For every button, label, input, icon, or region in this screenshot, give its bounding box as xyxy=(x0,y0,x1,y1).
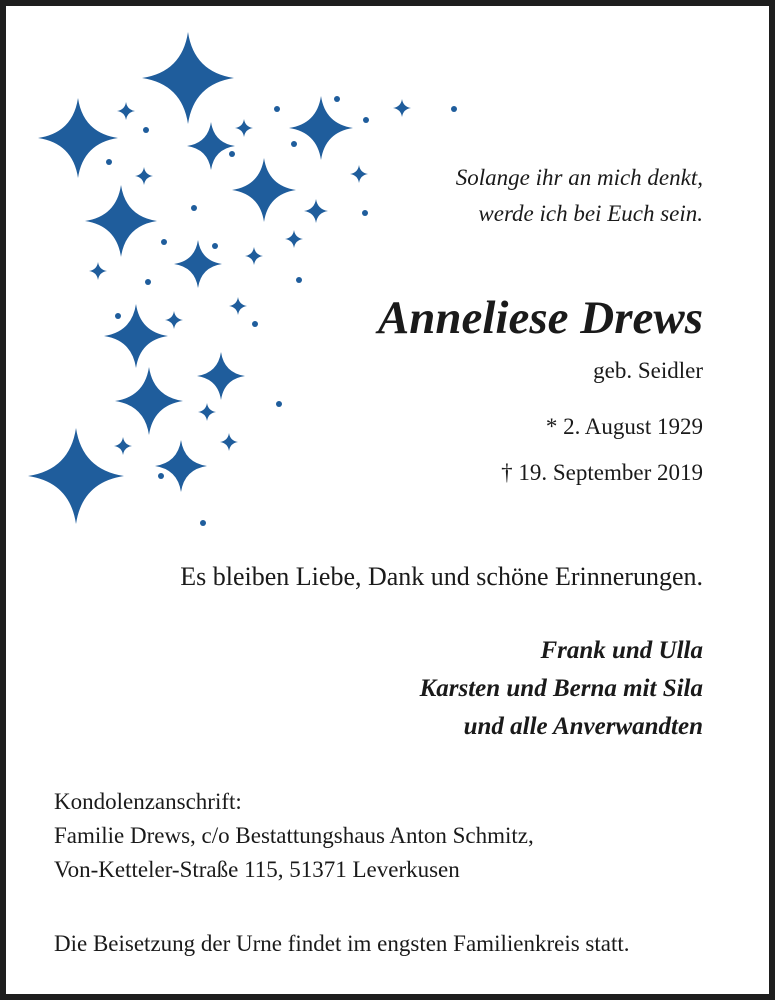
star-icon xyxy=(142,32,234,124)
star-icon xyxy=(393,99,411,117)
star-icon xyxy=(235,119,253,137)
birth-name: geb. Seidler xyxy=(593,358,703,383)
star-icon xyxy=(304,199,328,223)
star-dot xyxy=(276,401,282,407)
star-icon xyxy=(350,165,368,183)
star-dot xyxy=(274,106,280,112)
star-dot xyxy=(200,520,206,526)
star-icon xyxy=(245,247,263,265)
star-icon xyxy=(187,122,235,170)
star-icon xyxy=(135,167,153,185)
star-dot xyxy=(334,96,340,102)
star-icon xyxy=(198,403,216,421)
memory-line: Es bleiben Liebe, Dank und schöne Erinnerungen. xyxy=(180,562,703,591)
mourner-line-2: Karsten und Berna mit Sila xyxy=(419,675,703,702)
birth-date: * 2. August 1929 xyxy=(545,414,703,439)
condolence-heading: Kondolenzanschrift: xyxy=(54,789,242,814)
star-icon xyxy=(165,311,183,329)
star-dot xyxy=(161,239,167,245)
condolence-line-2: Von-Ketteler-Straße 115, 51371 Leverkusen xyxy=(54,857,460,882)
star-dot xyxy=(229,151,235,157)
death-date: † 19. September 2019 xyxy=(501,460,703,485)
star-dot xyxy=(451,106,457,112)
star-icon xyxy=(117,102,135,120)
motto-line-2: werde ich bei Euch sein. xyxy=(478,201,703,226)
star-dot xyxy=(252,321,258,327)
star-dot xyxy=(296,277,302,283)
star-icon xyxy=(220,433,238,451)
star-dot xyxy=(362,210,368,216)
star-icon xyxy=(104,304,168,368)
star-dot xyxy=(212,243,218,249)
motto-line-1: Solange ihr an mich denkt, xyxy=(455,165,703,190)
star-icon xyxy=(155,440,207,492)
star-icon xyxy=(28,428,124,524)
deceased-name: Anneliese Drews xyxy=(377,292,703,344)
mourner-line-3: und alle Anverwandten xyxy=(463,713,703,740)
condolence-line-1: Familie Drews, c/o Bestattungshaus Anton Schmitz, xyxy=(54,823,534,848)
star-dot xyxy=(363,117,369,123)
star-dot xyxy=(291,141,297,147)
star-icon xyxy=(89,262,107,280)
star-dot xyxy=(145,279,151,285)
star-icon xyxy=(197,352,245,400)
star-dot xyxy=(143,127,149,133)
star-dot xyxy=(115,313,121,319)
condolence-address xyxy=(54,785,534,887)
star-icon xyxy=(115,367,183,435)
star-icon xyxy=(114,437,132,455)
star-icon xyxy=(229,297,247,315)
star-dot xyxy=(106,159,112,165)
star-icon xyxy=(38,98,118,178)
star-dot xyxy=(158,473,164,479)
motto xyxy=(456,160,703,232)
star-icon xyxy=(232,158,296,222)
burial-note: Die Beisetzung der Urne findet im engsten Familienkreis statt. xyxy=(54,931,630,956)
star-icon xyxy=(85,185,157,257)
mourner-line-1: Frank und Ulla xyxy=(540,637,703,664)
star-icon xyxy=(289,96,353,160)
mourners xyxy=(420,632,703,746)
star-icon xyxy=(285,230,303,248)
star-dot xyxy=(191,205,197,211)
